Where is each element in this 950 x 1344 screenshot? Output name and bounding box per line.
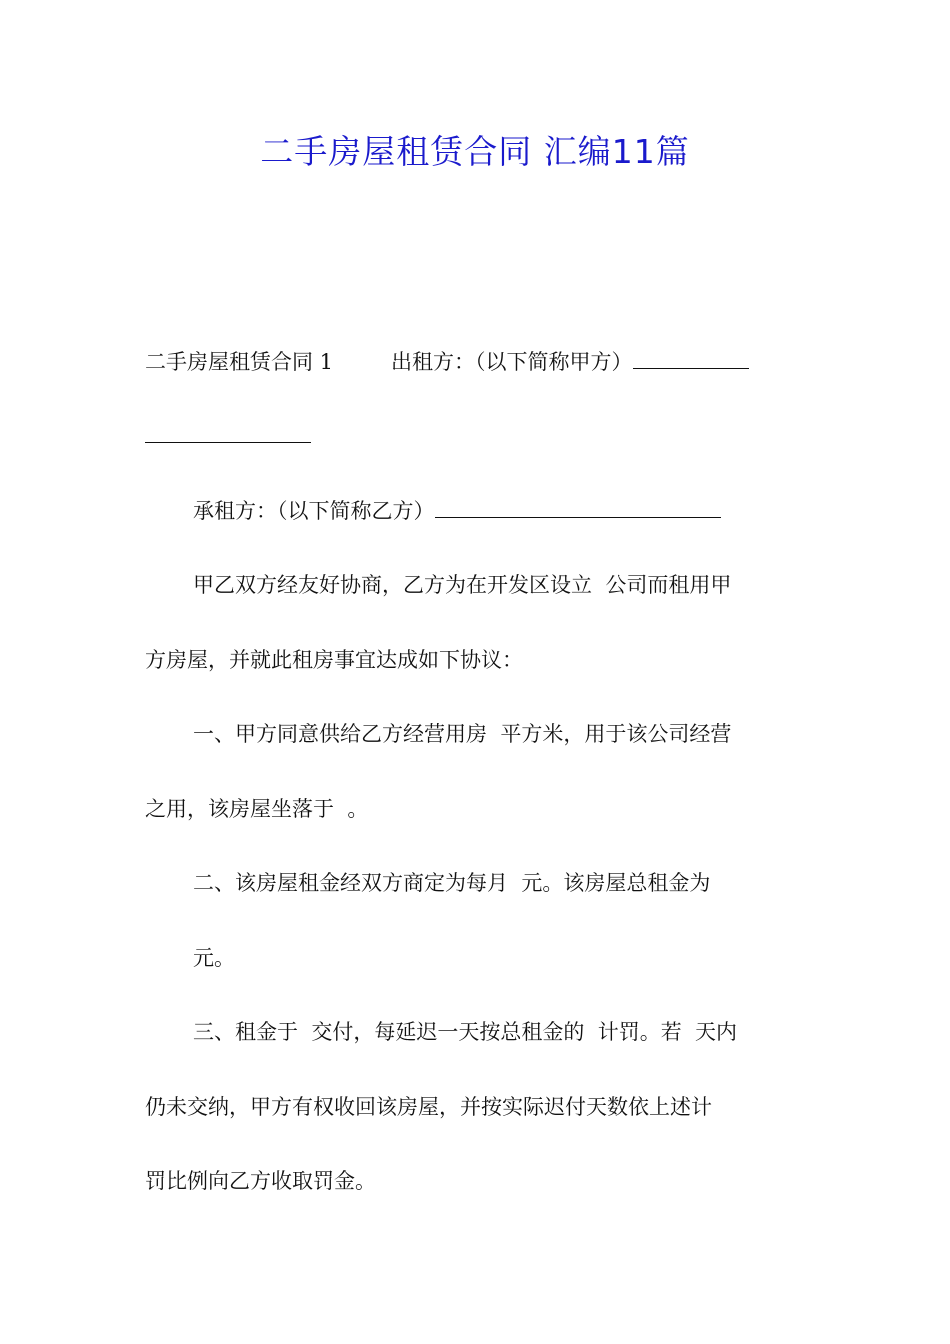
document-title: 二手房屋租赁合同 汇编11篇 [260, 132, 690, 171]
clause-3-line-2: 仍未交纳，甲方有权收回该房屋，并按实际迟付天数依上述计 [145, 1095, 712, 1119]
lessor-line [145, 346, 749, 377]
clause-3-line-3: 罚比例向乙方收取罚金。 [145, 1169, 376, 1193]
contract-heading: 二手房屋租赁合同 1 [145, 350, 334, 374]
lessor-blank [633, 346, 749, 369]
lessee-label: 承租方：（以下简称乙方） [193, 499, 435, 523]
clause-2-line-2: 元。 [193, 946, 235, 970]
intro-paragraph-line-1: 甲乙双方经友好协商，乙方为在开发区设立 公司而租用甲 [193, 573, 732, 597]
lessee-line [193, 495, 721, 526]
lessee-blank [435, 495, 721, 518]
intro-paragraph-line-2: 方房屋，并就此租房事宜达成如下协议： [145, 648, 523, 672]
clause-1-line-2: 之用，该房屋坐落于 。 [145, 797, 369, 821]
lessor-continuation-line [145, 420, 311, 451]
lessor-blank-continued [145, 420, 311, 443]
clause-1-line-1: 一、甲方同意供给乙方经营用房 平方米，用于该公司经营 [193, 722, 732, 746]
lessor-label: 出租方：（以下简称甲方） [391, 350, 633, 374]
clause-3-line-1: 三、租金于 交付，每延迟一天按总租金的 计罚。若 天内 [193, 1020, 738, 1044]
clause-2-line-1: 二、该房屋租金经双方商定为每月 元。该房屋总租金为 [193, 871, 711, 895]
